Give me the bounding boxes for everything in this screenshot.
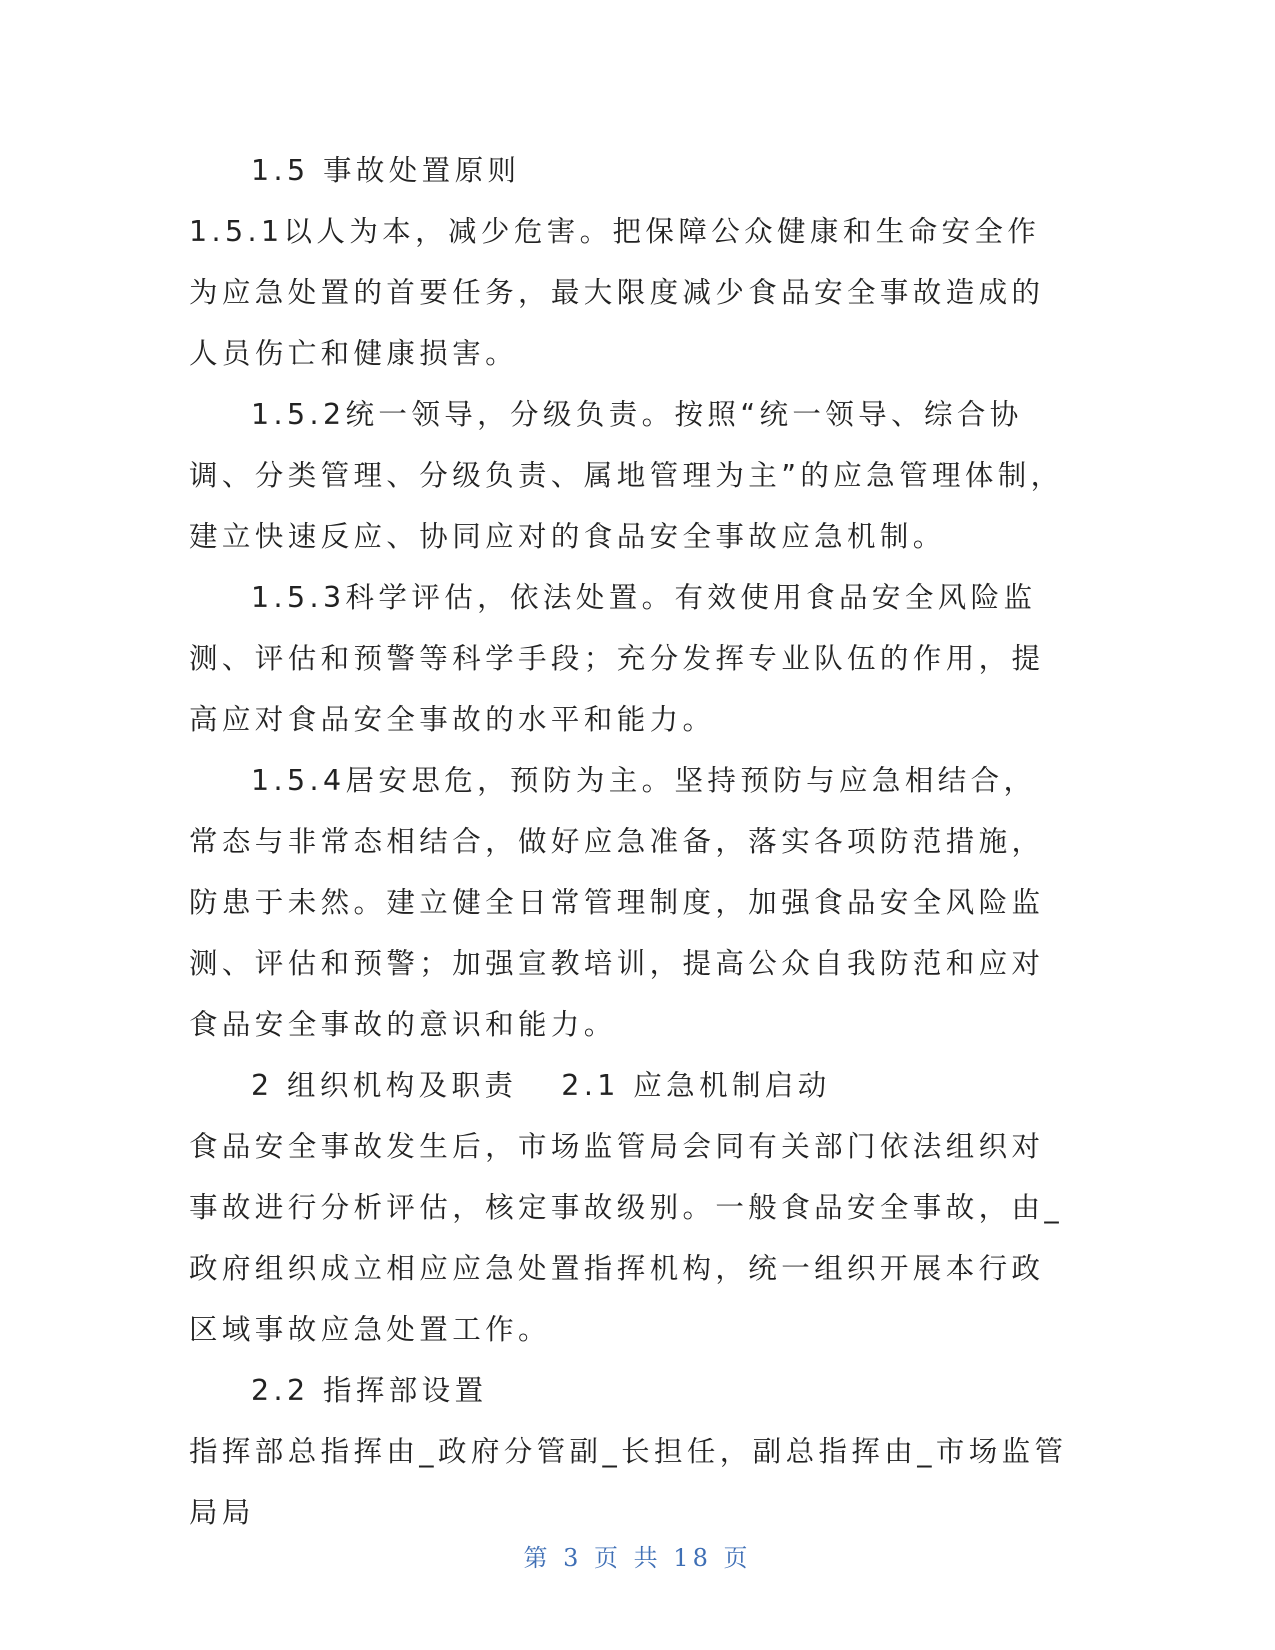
paragraph-1-5-1: 1.5.1以人为本，减少危害。把保障公众健康和生命安全作为应急处置的首要任务，最大限度减少食品安全事故造成的人员伤亡和健康损害。 <box>189 215 1045 370</box>
heading-1-5: 1.5 事故处置原则 <box>251 154 521 187</box>
page-number-footer: 第 3 页 共 18 页 <box>523 1544 752 1572</box>
heading-2-2: 2.2 指挥部设置 <box>251 1374 488 1407</box>
document-body <box>189 140 1069 1543</box>
paragraph-1-5-4: 1.5.4居安思危，预防为主。坚持预防与应急相结合，常态与非常态相结合，做好应急准备，落实各项防范措施，防患于未然。建立健全日常管理制度，加强食品安全风险监测、评估和预警；加强宣教培训，提高公众自我防范和应对食品安全事故的意识和能力。 <box>189 764 1045 1041</box>
heading-row-2 <box>189 1055 1069 1116</box>
paragraph-2-1: 食品安全事故发生后，市场监管局会同有关部门依法组织对事故进行分析评估，核定事故级别。一般食品安全事故，由_政府组织成立相应应急处置指挥机构，统一组织开展本行政区域事故应急处置工作。 <box>189 1130 1064 1346</box>
paragraph-1-5-2: 1.5.2统一领导，分级负责。按照“统一领导、综合协调、分类管理、分级负责、属地管理为主”的应急管理体制，建立快速反应、协同应对的食品安全事故应急机制。 <box>189 398 1064 553</box>
paragraph-2-2: 指挥部总指挥由_政府分管副_长担任，副总指挥由_市场监管局局 <box>189 1435 1068 1529</box>
paragraph-1-5-3: 1.5.3科学评估，依法处置。有效使用食品安全风险监测、评估和预警等科学手段；充分发挥专业队伍的作用，提高应对食品安全事故的水平和能力。 <box>189 581 1045 736</box>
heading-2: 2 组织机构及职责 <box>251 1069 518 1102</box>
heading-2-1: 2.1 应急机制启动 <box>561 1069 831 1102</box>
